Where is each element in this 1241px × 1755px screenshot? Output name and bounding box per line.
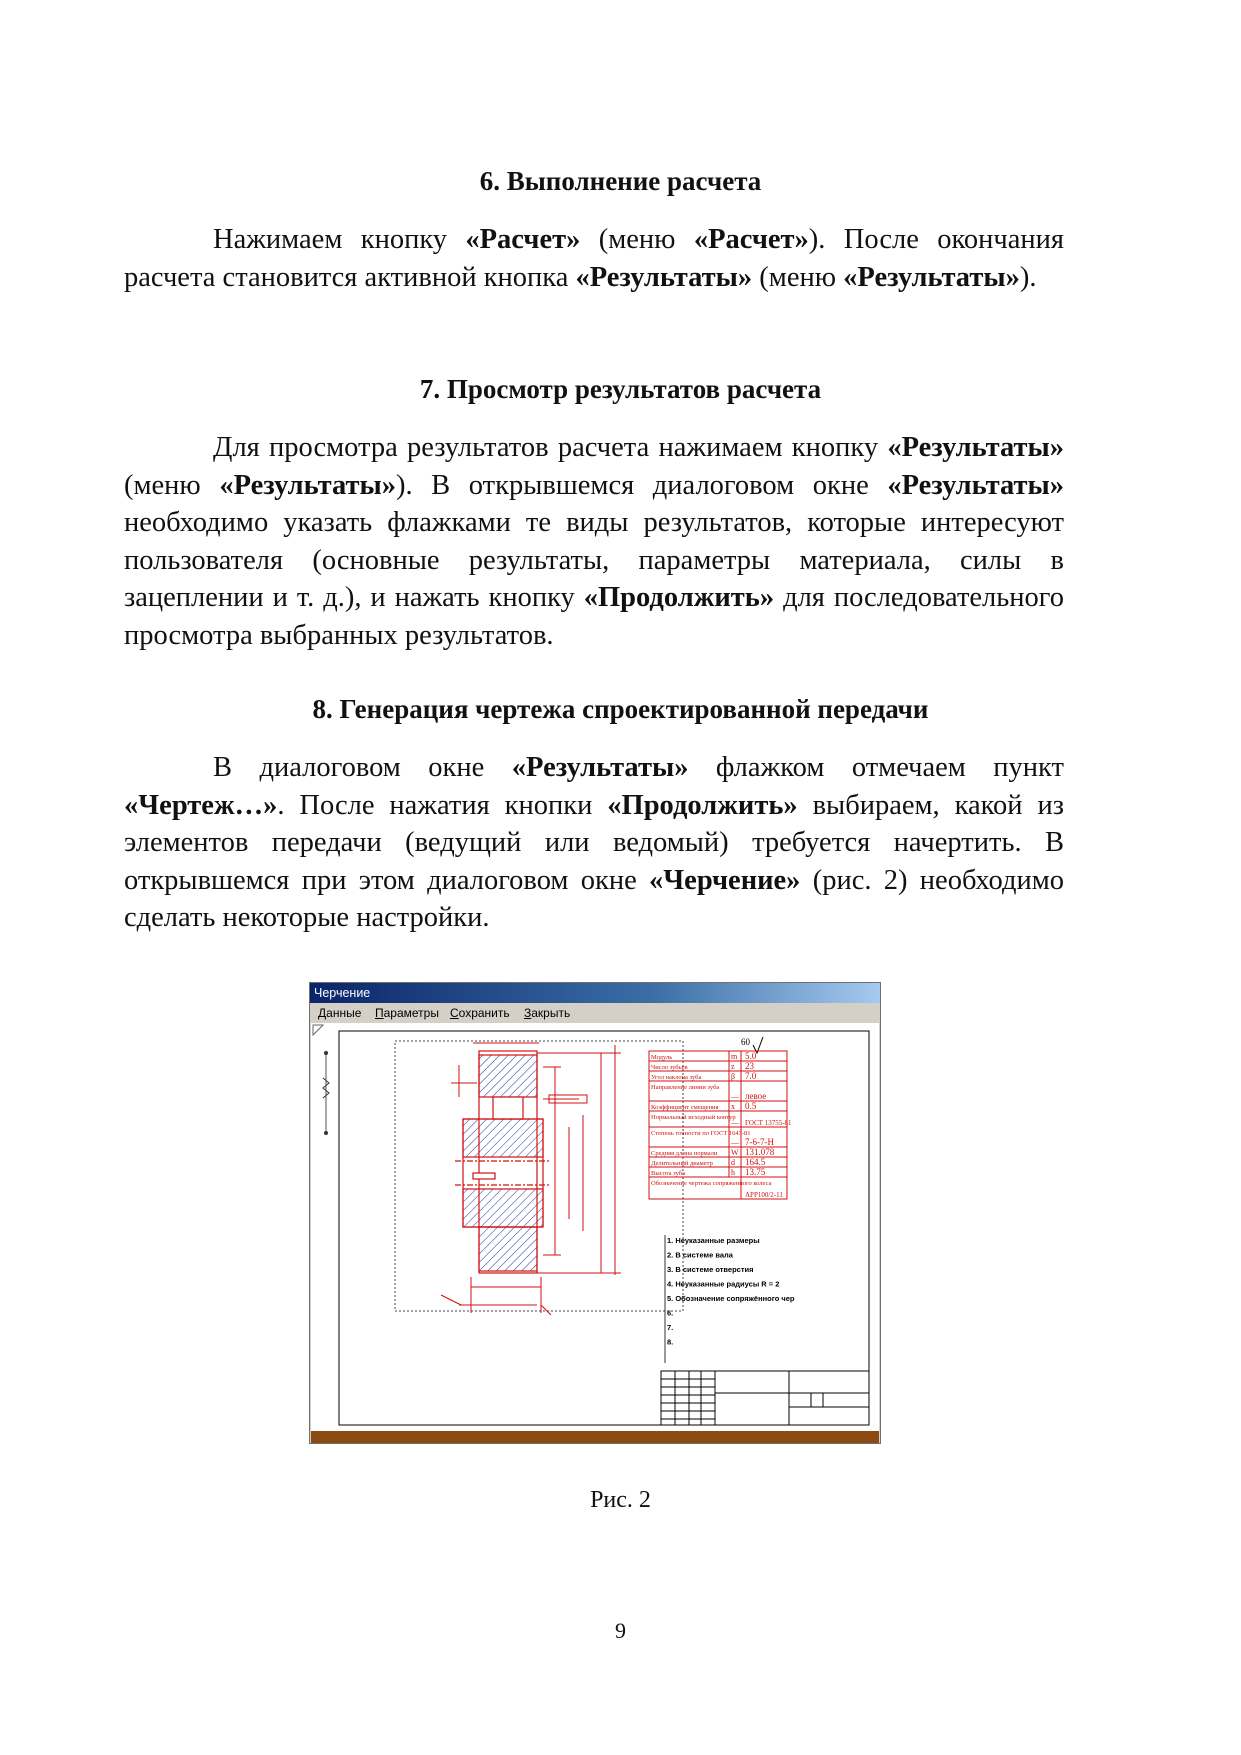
drawing-note: 2. В системе вала — [667, 1250, 733, 1260]
table-cell-symbol: — — [731, 1092, 739, 1101]
table-cell-symbol: β — [731, 1072, 736, 1081]
table-cell-label: Угол наклона зуба — [651, 1074, 702, 1081]
bold-term: «Результаты» — [843, 261, 1020, 293]
bold-term: «Результаты» — [575, 261, 753, 293]
figure-caption: Рис. 2 — [590, 1487, 651, 1513]
table-cell-label: Число зубьев — [651, 1064, 688, 1071]
text-run: (рис. 2) необходимо сделать некоторые настройки. — [124, 864, 1064, 933]
table-cell-value: 5.0 — [745, 1051, 757, 1061]
drawing-note: 4. Неуказанные радиусы R = 2 — [667, 1279, 780, 1289]
section-paragraph — [124, 221, 1064, 296]
table-cell-value: 7.0 — [745, 1071, 757, 1081]
bold-term: «Чертеж…» — [124, 789, 278, 821]
menu-item-data[interactable]: Данные — [318, 1006, 362, 1020]
table-cell-value: АРР100/2-11 — [745, 1191, 783, 1199]
table-cell-label: Модуль — [651, 1054, 673, 1061]
window-title[interactable]: Черчение — [310, 983, 880, 1003]
page-number: 9 — [615, 1618, 626, 1643]
bold-term: «Результаты» — [511, 752, 689, 783]
menu-item-save[interactable]: Сохранить — [450, 1006, 510, 1020]
table-cell-label: Степень точности по ГОСТ 1643-81 — [651, 1130, 751, 1137]
text-run: (меню — [752, 261, 844, 293]
drawing-note: 6. — [667, 1308, 674, 1318]
table-cell-symbol: z — [731, 1062, 735, 1071]
drawing-note: 5. Обозначение сопряжённого чер — [667, 1294, 795, 1303]
table-cell-value: 0.5 — [745, 1101, 757, 1111]
bold-term: «Черчение» — [649, 864, 801, 896]
table-cell-symbol: h — [731, 1168, 735, 1177]
table-cell-value: 7-6-7-Н — [745, 1137, 774, 1147]
text-run: ). После окончания расчета становится активной кнопка — [124, 224, 1064, 293]
text-run: ). В открывшемся диалоговом окне — [395, 469, 888, 501]
table-cell-value: 164.5 — [745, 1157, 766, 1167]
table-cell-symbol: — — [731, 1138, 739, 1147]
bold-term: «Результаты» — [219, 469, 396, 501]
menu-item-close[interactable]: Закрыть — [524, 1006, 571, 1020]
text-run: (меню — [124, 469, 220, 501]
table-cell-label: Нормальный исходный контур — [651, 1114, 736, 1121]
roughness-mark: 60 — [741, 1037, 750, 1047]
table-cell-symbol: d — [731, 1158, 735, 1167]
table-cell-symbol: m — [731, 1052, 738, 1061]
drawing-canvas-frame — [311, 1023, 879, 1443]
text-run: для последовательного просмотра выбранных результатов. — [124, 582, 1064, 651]
text-run: выбираем, какой из элементов передачи (ведущий или ведомый) требуется начертить. В открывшемся при этом диалоговом окне — [124, 789, 1064, 896]
drawing-note: 1. Неуказанные размеры — [667, 1236, 760, 1245]
table-cell-label: Обозначение чертежа сопряженного колеса — [651, 1180, 772, 1187]
table-cell-value: 131.078 — [745, 1147, 775, 1157]
table-cell-symbol: — — [731, 1118, 739, 1127]
section-heading: 6. Выполнение расчета — [479, 166, 762, 196]
menu-item-parameters[interactable]: Параметры — [375, 1006, 439, 1020]
drawing-dialog-window — [309, 982, 881, 1444]
text-run: В диалоговом окне — [213, 752, 512, 783]
bold-term: «Продолжить» — [583, 582, 775, 613]
table-cell-label: Делительный диаметр — [651, 1160, 713, 1167]
bold-term: «Результаты» — [887, 469, 1064, 501]
bold-term: «Продолжить» — [607, 789, 798, 821]
text-run: (меню — [580, 224, 694, 255]
table-cell-label: Средняя длина нормали — [651, 1150, 718, 1157]
section-paragraph — [124, 749, 1064, 937]
drawing-note: 8. — [667, 1337, 674, 1347]
text-run: флажком отмечаем пункт — [688, 752, 1064, 783]
table-cell-value: 13.75 — [745, 1167, 766, 1177]
table-cell-value: левое — [745, 1091, 767, 1101]
drawing-sheet — [335, 1023, 879, 1431]
text-run: Нажимаем кнопку — [213, 224, 466, 255]
table-cell-symbol: x — [731, 1102, 735, 1111]
menu-bar — [310, 1003, 880, 1023]
drawing-note: 3. В системе отверстия — [667, 1265, 754, 1274]
text-run: ). — [1019, 261, 1037, 293]
table-cell-label: Высота зуба — [651, 1170, 685, 1177]
section-paragraph — [124, 429, 1064, 654]
section-heading: 8. Генерация чертежа спроектированной передачи — [312, 694, 929, 724]
text-run: . После нажатия кнопки — [277, 789, 608, 821]
section-heading: 7. Просмотр результатов расчета — [419, 374, 822, 404]
table-cell-label: Коэффициент смещения — [651, 1104, 719, 1111]
bold-term: «Расчет» — [465, 224, 581, 255]
text-run: необходимо указать флажками те виды результатов, которые интересуют пользователя (основные результаты, параметры материала, силы в зацеплении и т. д.), и нажать кнопку — [124, 507, 1064, 613]
text-run: Для просмотра результатов расчета нажимаем кнопку — [213, 432, 888, 463]
table-cell-label: Направление линии зуба — [651, 1084, 720, 1091]
tool-column — [311, 1023, 335, 1431]
table-cell-symbol: W — [731, 1148, 739, 1157]
gear-drawing — [311, 1023, 879, 1443]
drawing-note: 7. — [667, 1323, 674, 1332]
bold-term: «Расчет» — [693, 224, 809, 255]
bold-term: «Результаты» — [887, 432, 1064, 463]
table-cell-value: 23 — [745, 1061, 754, 1071]
table-cell-value: ГОСТ 13755-81 — [745, 1119, 792, 1127]
